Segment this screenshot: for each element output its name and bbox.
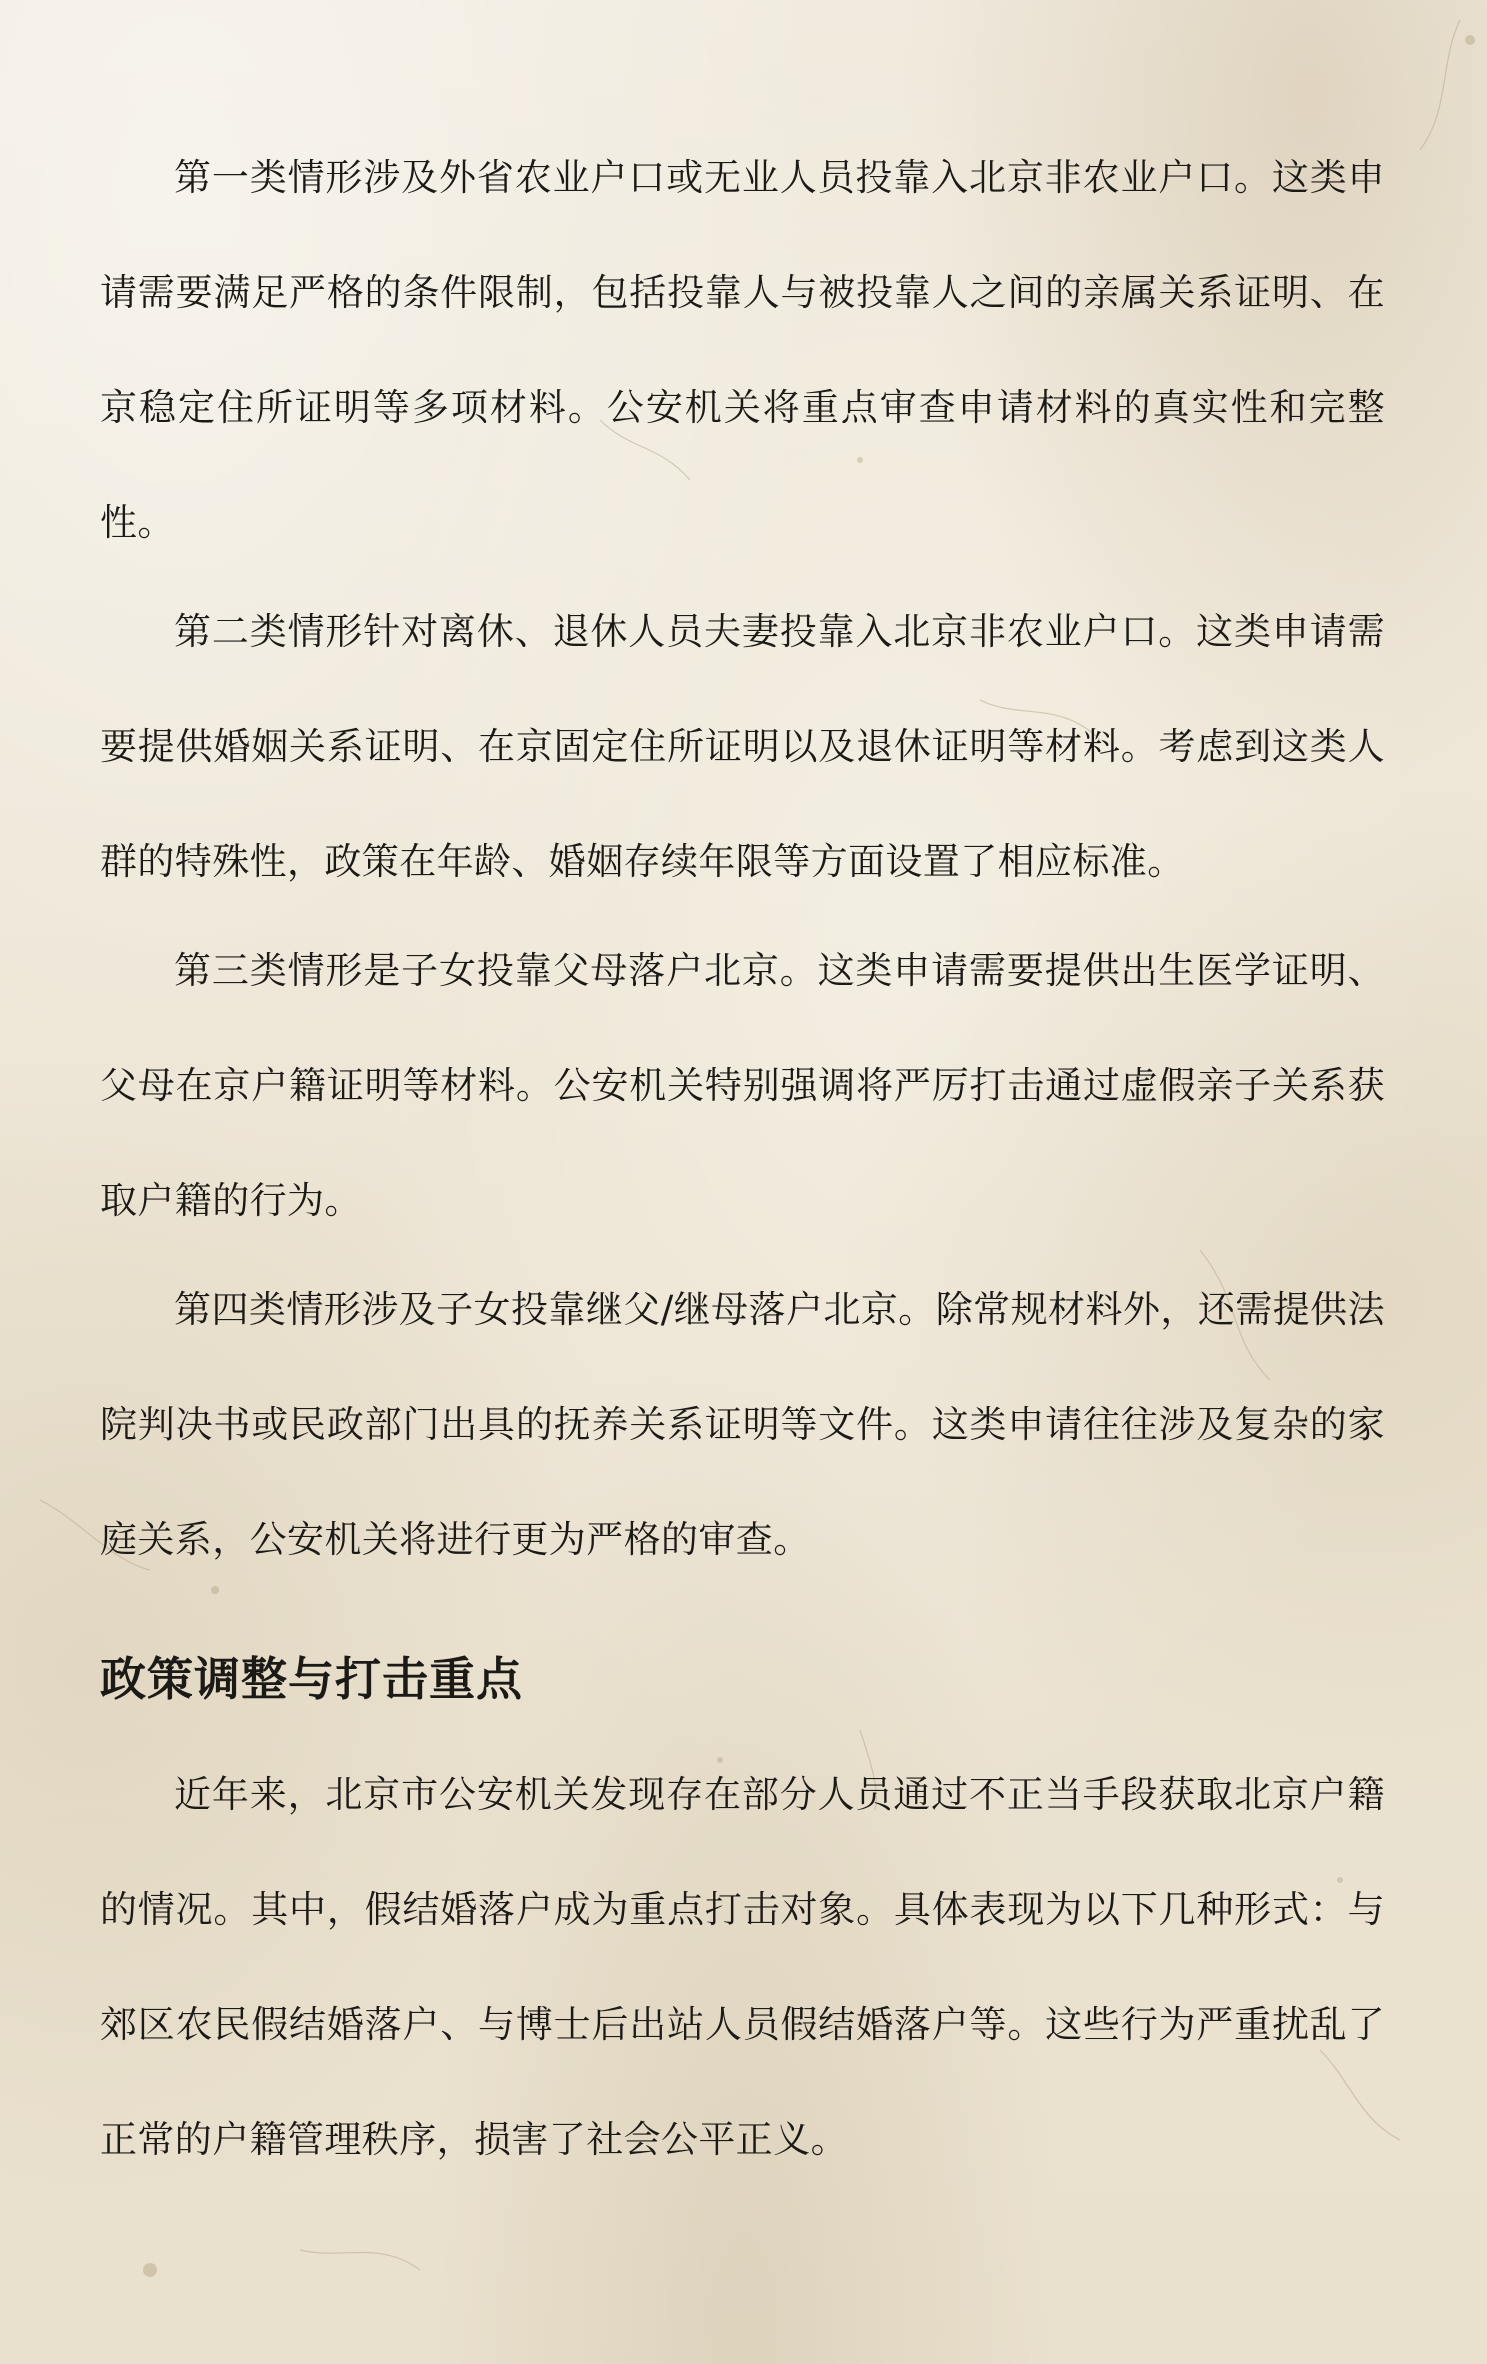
article-body	[100, 120, 1385, 2197]
section-heading: 政策调整与打击重点	[100, 1652, 523, 1706]
paragraph-category-1: 第一类情形涉及外省农业户口或无业人员投靠入北京非农业户口。这类申请需要满足严格的条件限制，包括投靠人与被投靠人之间的亲属关系证明、在京稳定住所证明等多项材料。公安机关将重点审查申请材料的真实性和完整性。	[100, 156, 1385, 544]
paragraph-category-2: 第二类情形针对离休、退休人员夫妻投靠入北京非农业户口。这类申请需要提供婚姻关系证明、在京固定住所证明以及退休证明等材料。考虑到这类人群的特殊性，政策在年龄、婚姻存续年限等方面设置了相应标准。	[100, 610, 1385, 883]
paragraph-category-3: 第三类情形是子女投靠父母落户北京。这类申请需要提供出生医学证明、父母在京户籍证明等材料。公安机关特别强调将严厉打击通过虚假亲子关系获取户籍的行为。	[100, 949, 1385, 1222]
paragraph-category-4: 第四类情形涉及子女投靠继父/继母落户北京。除常规材料外，还需提供法院判决书或民政部门出具的抚养关系证明等文件。这类申请往往涉及复杂的家庭关系，公安机关将进行更为严格的审查。	[100, 1288, 1385, 1561]
paragraph-crackdown: 近年来，北京市公安机关发现存在部分人员通过不正当手段获取北京户籍的情况。其中，假结婚落户成为重点打击对象。具体表现为以下几种形式：与郊区农民假结婚落户、与博士后出站人员假结婚落户等。这些行为严重扰乱了正常的户籍管理秩序，损害了社会公平正义。	[100, 1773, 1385, 2161]
